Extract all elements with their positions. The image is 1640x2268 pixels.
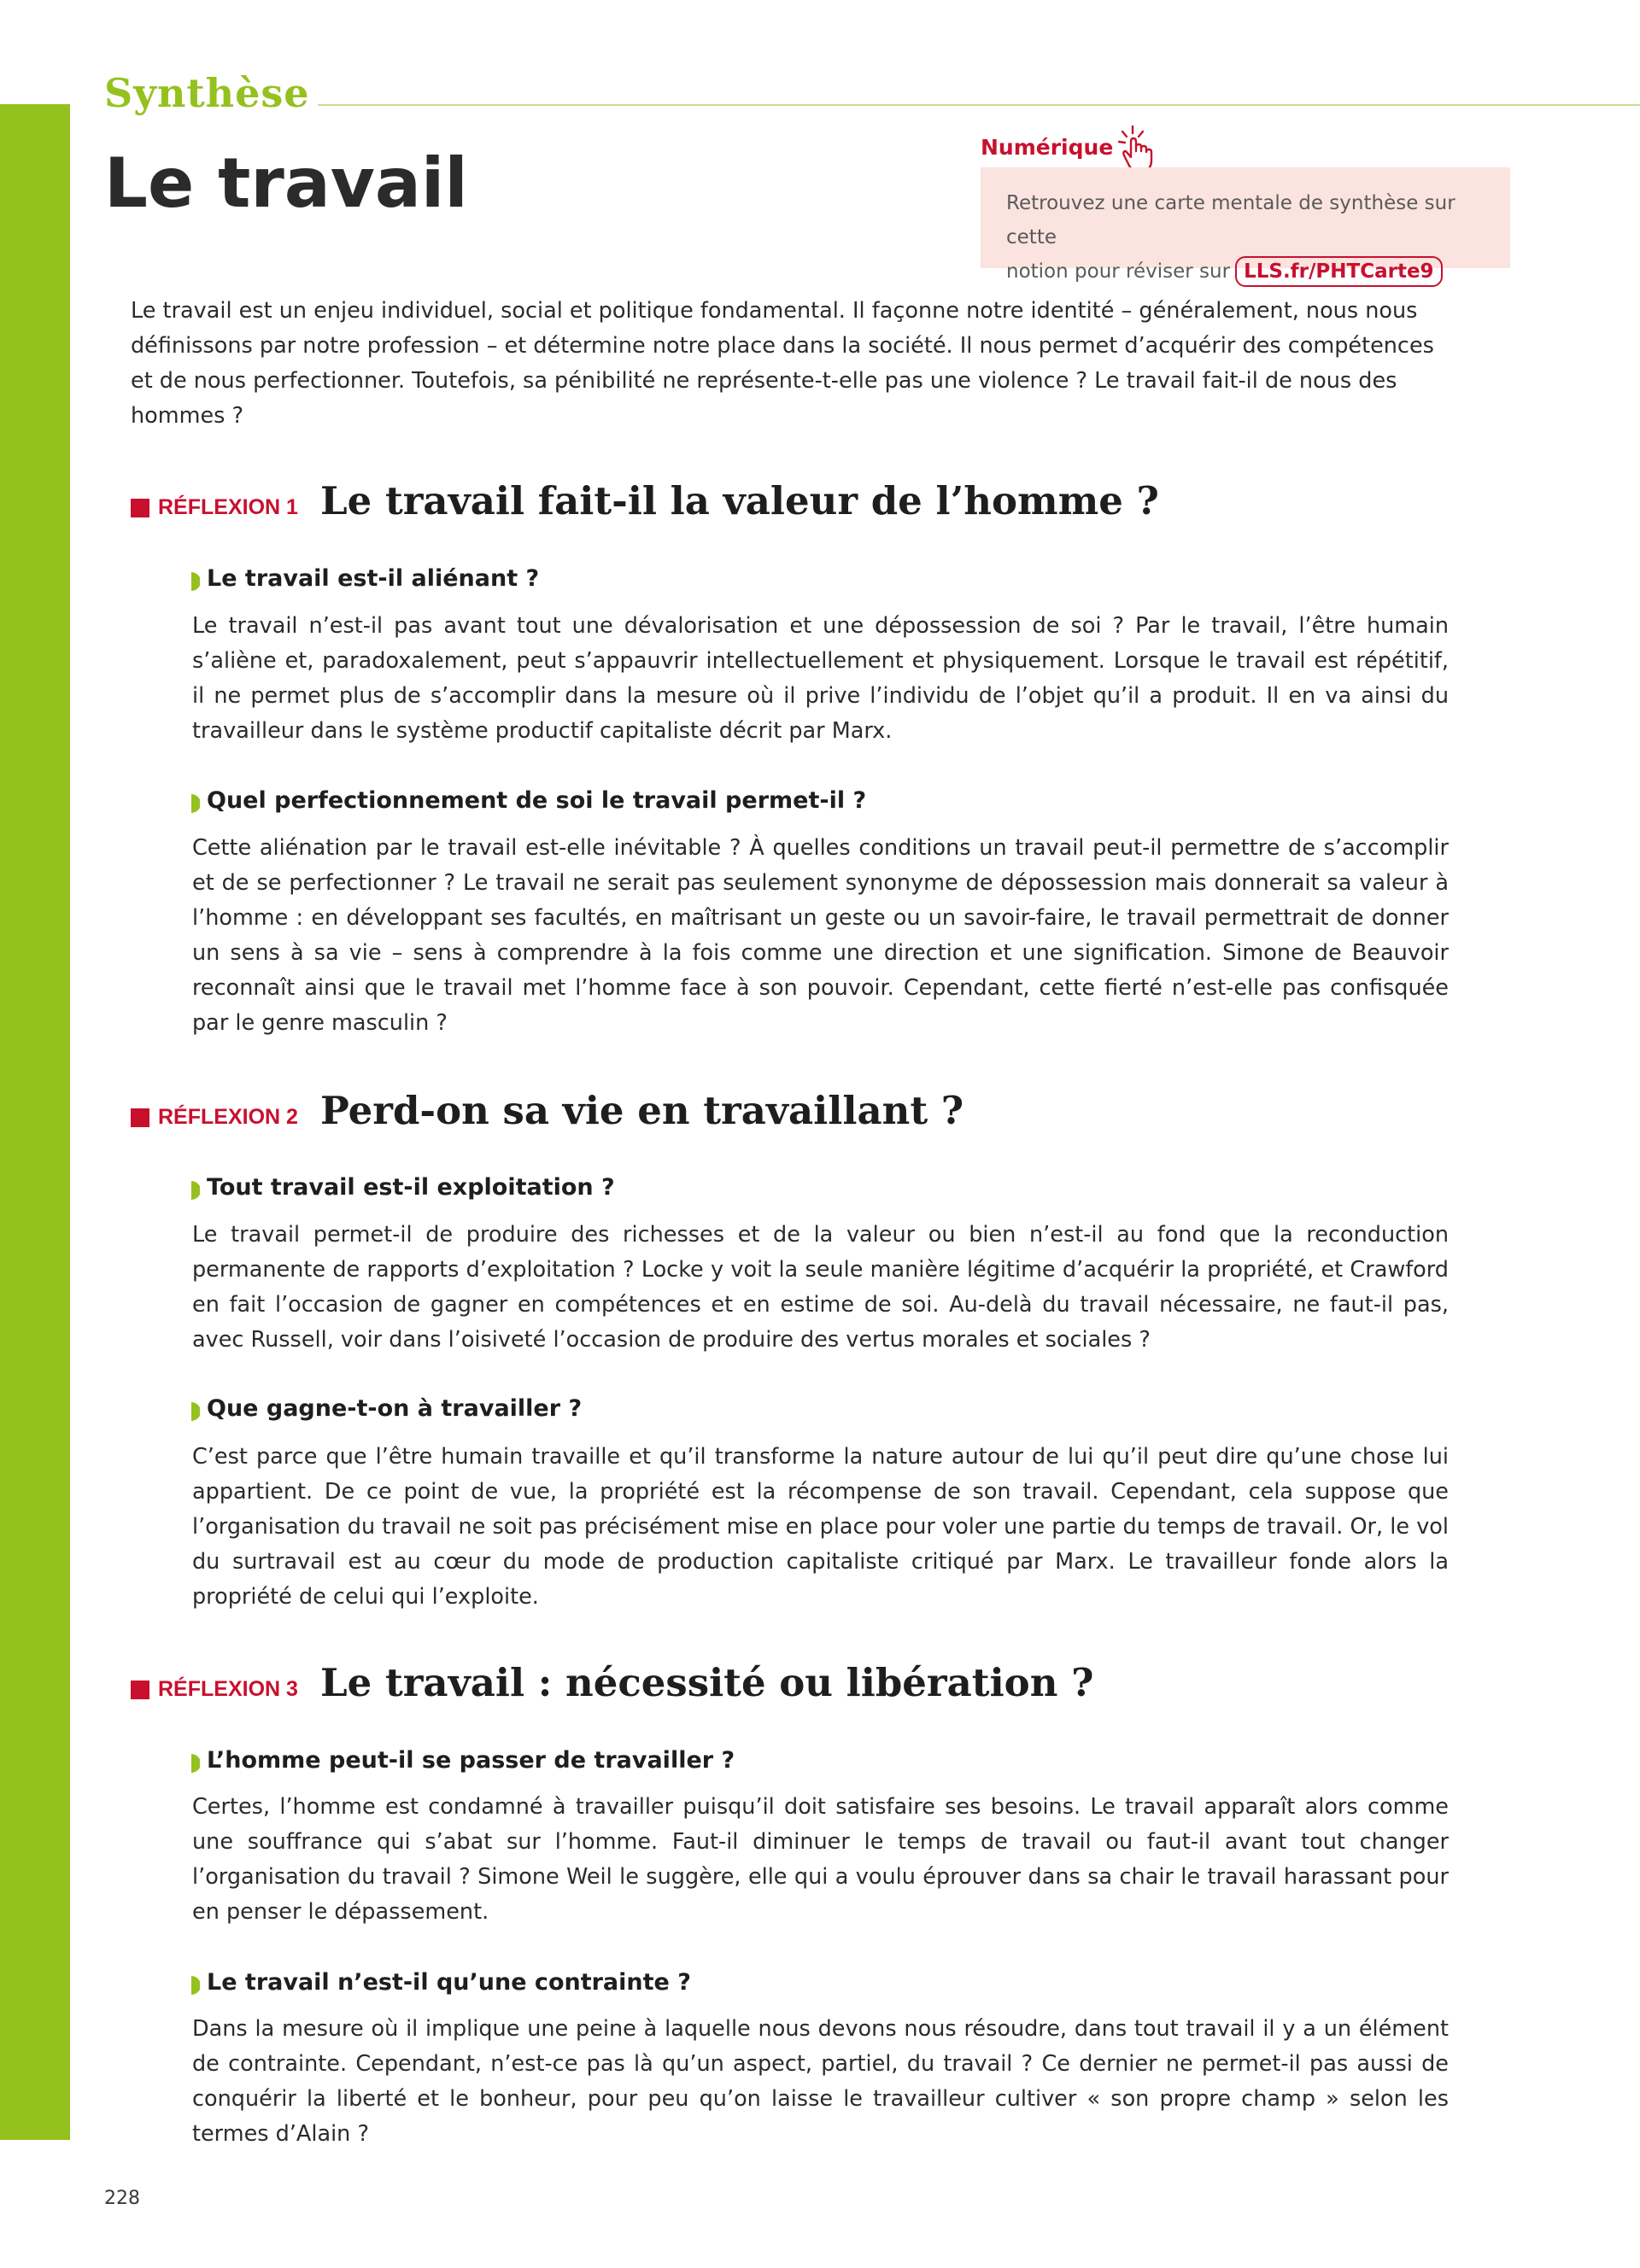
half-circle-bullet-icon <box>190 1754 200 1773</box>
subsection-text: Le travail n’est-il pas avant tout une dévalorisation et une dépossession de soi ? Par le travail, l’être humain s’aliène et, paradoxalement, peut s’appauvrir intellectuellement et physiquement. Lorsque le travail est répétitif, il ne permet plus de s’accomplir dans la mesure où il prive l’individu de l’objet qu’il a produit. Il en va ainsi du travailleur dans le système productif capitaliste décrit par Marx. <box>192 613 1449 744</box>
subsection-title: Quel perfectionnement de soi le travail permet-il ? <box>207 787 867 814</box>
subsection-title: Que gagne-t-on à travailler ? <box>207 1395 583 1422</box>
subsection-text: Le travail permet-il de produire des richesses et de la valeur ou bien n’est-il au fond que la reconduction permanente de rapports d’exploitation ? Locke y voit la seule manière légitime d’acquérir la propriété, et Crawford en fait l’occasion de gagner en compétences et en estime de soi. Au-delà du travail nécessaire, ne faut-il pas, avec Russell, voir dans l’oisiveté l’occasion de produire des vertus morales et sociales ? <box>192 1222 1449 1353</box>
numerique-box <box>981 167 1510 283</box>
numerique-label: Numérique <box>981 135 1114 160</box>
side-accent-bar <box>0 104 70 2140</box>
page-title: Le travail <box>104 143 468 223</box>
reflexion-title: Le travail : nécessité ou libération ? <box>320 1660 1094 1705</box>
reflexion-title: Le travail fait-il la valeur de l’homme ? <box>320 478 1159 523</box>
subsection-text: Dans la mesure où il implique une peine à laquelle nous devons nous résoudre, dans tout travail il y a un élément de contrainte. Cependant, n’est-ce pas là qu’un aspect, partiel, du travail ? Ce dernier ne permet-il pas aussi de conquérir la liberté et le bonheur, pour peu qu’on laisse le travailleur cultiver « son propre champ » selon les termes d’Alain ? <box>192 2016 1449 2147</box>
page-number: 228 <box>104 2188 140 2209</box>
red-square-icon <box>131 499 149 517</box>
reflexion-label: RÉFLEXION 3 <box>158 1677 298 1701</box>
numerique-text-line2-label: notion pour réviser sur <box>1006 260 1231 283</box>
numerique-text-line1: Retrouvez une carte mentale de synthèse sur cette <box>1006 192 1456 248</box>
section-label: Synthèse <box>104 70 310 116</box>
subsection-text: Cette aliénation par le travail est-elle inévitable ? À quelles conditions un travail peut-il permettre de s’accomplir et de se perfectionner ? Le travail ne serait pas seulement synonyme de dépossession mais donnerait sa valeur à l’homme : en développant ses facultés, en maîtrisant un geste ou un savoir-faire, le travail permettrait de donner un sens à sa vie – sens à comprendre à la fois comme une direction et une signification. Simone de Beauvoir reconnaît ainsi que le travail met l’homme face à son pouvoir. Cependant, cette fierté n’est-elle pas confisquée par le genre masculin ? <box>192 835 1449 1036</box>
red-square-icon <box>131 1108 149 1127</box>
half-circle-bullet-icon <box>190 794 200 813</box>
subsection-title: Le travail n’est-il qu’une contrainte ? <box>207 1969 691 1996</box>
reflexion-label: RÉFLEXION 1 <box>158 495 298 519</box>
subsection-text: C’est parce que l’être humain travaille et qu’il transforme la nature autour de lui qu’il peut dire qu’une chose lui appartient. De ce point de vue, la propriété est la récompense de son travail. Cependant, cela suppose que l’organisation du travail ne soit pas précisément mise en place pour voler une partie du temps de travail. Or, le vol du surtravail est au cœur du mode de production capitaliste critiqué par Marx. Le travailleur fonde alors la propriété de celui qui l’exploite. <box>192 1444 1449 1610</box>
half-circle-bullet-icon <box>190 1976 200 1995</box>
numerique-text-line2 <box>1006 254 1485 289</box>
subsection-title: L’homme peut-il se passer de travailler ? <box>207 1747 735 1774</box>
subsection-title: Le travail est-il aliénant ? <box>207 565 540 592</box>
header-divider <box>318 104 1640 106</box>
lls-link[interactable]: LLS.fr/PHTCarte9 <box>1235 256 1443 287</box>
intro-paragraph: Le travail est un enjeu individuel, social et politique fondamental. Il façonne notre identité – généralement, nous nous définissons par notre profession – et détermine notre place dans la société. Il nous permet d’acquérir des compétences et de nous perfectionner. Toutefois, sa pénibilité ne représente-t-elle pas une violence ? Le travail fait-il de nous des hommes ? <box>131 298 1434 429</box>
reflexion-label: RÉFLEXION 2 <box>158 1105 298 1129</box>
half-circle-bullet-icon <box>190 1181 200 1200</box>
red-square-icon <box>131 1681 149 1699</box>
half-circle-bullet-icon <box>190 572 200 591</box>
subsection-title: Tout travail est-il exploitation ? <box>207 1174 615 1201</box>
pointing-hand-icon <box>1107 123 1162 174</box>
half-circle-bullet-icon <box>190 1402 200 1421</box>
subsection-text: Certes, l’homme est condamné à travailler puisqu’il doit satisfaire ses besoins. Le travail apparaît alors comme une souffrance qui s’abat sur l’homme. Faut-il diminuer le temps de travail ou faut-il avant tout changer l’organisation du travail ? Simone Weil le suggère, elle qui a voulu éprouver dans sa chair le travail harassant pour en penser le dépassement. <box>192 1794 1449 1925</box>
reflexion-title: Perd-on sa vie en travaillant ? <box>320 1088 964 1133</box>
